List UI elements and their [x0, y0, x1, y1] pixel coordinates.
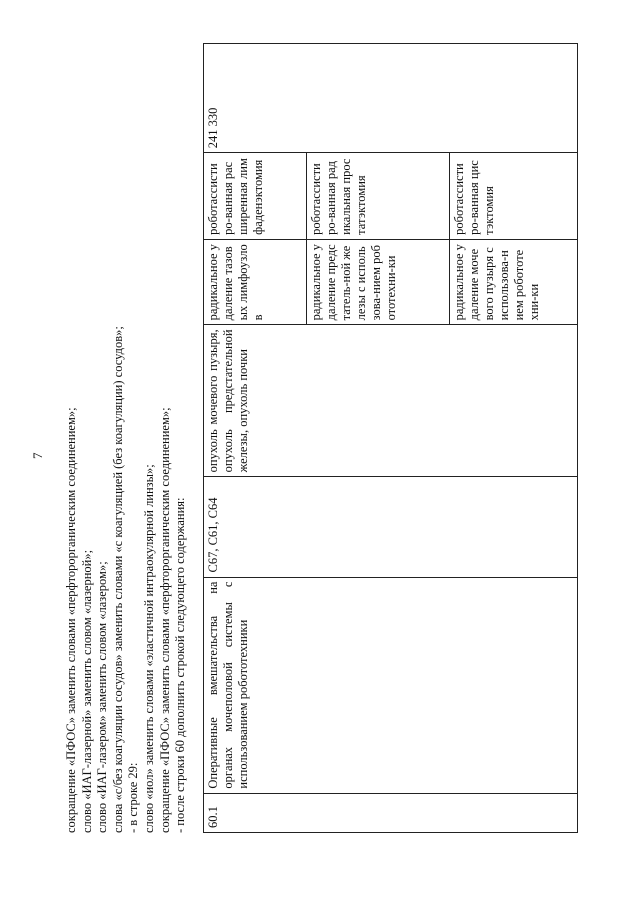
amendment-line: слово «ИАГ-лазером» заменить словом «лазером»;	[95, 561, 110, 833]
procedure-name-cell: Оперативные вмешательства на органах мочеполовой системы с использованием робототехники	[204, 577, 578, 793]
amendment-line: сокращение «ПФОС» заменить словами «перфторорганическим соединением»;	[157, 407, 172, 833]
page-number: 7	[30, 452, 45, 459]
amendment-line: слова «с/без коагуляции сосудов» заменить словами «с коагуляцией (без коагуляции) сосудов»;	[110, 326, 125, 833]
diagnosis-cell: опухоль мочевого пузыря, опухоль предстательной железы, опухоль почки	[204, 325, 578, 477]
treatment-method-cell: роботассистиро-ванная радикальная простатэктомия	[307, 153, 450, 240]
amendment-line: - после строки 60 дополнить строкой следующего содержания:	[173, 497, 188, 833]
treatment-type-cell: радикальное удаление тазовых лимфоузлов	[204, 239, 307, 325]
amendment-text	[64, 53, 189, 833]
amendment-line: слово «иол» заменить словами «эластичной интраокулярной линзы»;	[141, 464, 156, 833]
price-cell: 241 330	[204, 44, 578, 153]
treatment-method-cell: роботассистиро-ванная цистэктомия	[450, 153, 578, 240]
procedure-table	[203, 43, 578, 833]
icd-codes-cell: C67, C61, C64	[204, 477, 578, 577]
treatment-type-cell: радикальное удаление предстатель-ной железы с использова-нием робототехни-ки	[307, 239, 450, 325]
amendment-line: сокращение «ПФОС» заменить словами «перфторорганическим соединением»;	[64, 407, 78, 833]
treatment-type-cell: радикальное удаление мочевого пузыря с использова-нием робототехни-ки	[450, 239, 578, 325]
row-number-cell: 60.1	[204, 793, 578, 832]
treatment-method-cell: роботассистиро-ванная расширенная лимфаденэктомия	[204, 153, 307, 240]
amendment-line: - в строке 29:	[126, 762, 141, 833]
amendment-line: слово «ИАГ-лазерной» заменить словом «лазерной»;	[79, 549, 94, 833]
table-row	[204, 44, 307, 833]
